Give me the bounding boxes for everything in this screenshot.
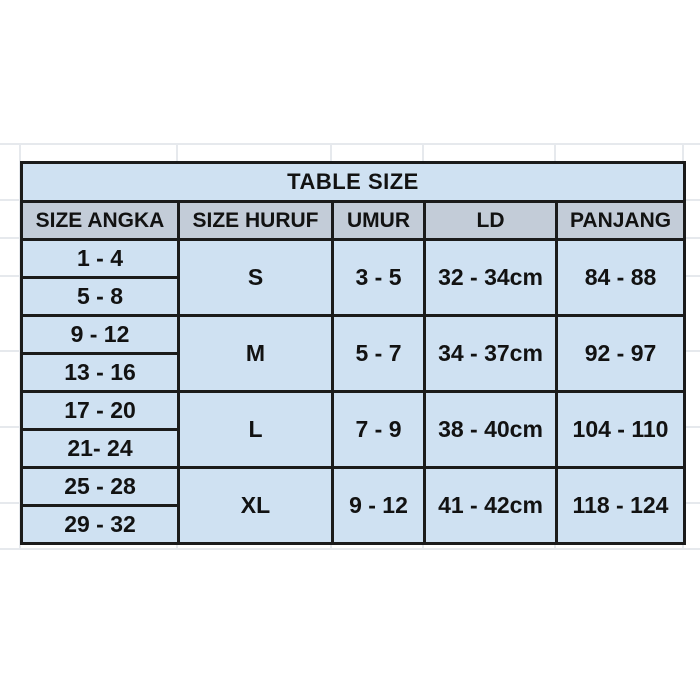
gridline-h	[0, 548, 700, 550]
size-huruf-cell: M	[179, 316, 333, 392]
column-header-panjang: PANJANG	[557, 202, 685, 240]
size-angka-cell: 1 - 4	[22, 240, 179, 278]
panjang-cell: 104 - 110	[557, 392, 685, 468]
umur-cell: 5 - 7	[333, 316, 425, 392]
column-header-ld: LD	[425, 202, 557, 240]
size-table	[20, 161, 686, 545]
umur-cell: 3 - 5	[333, 240, 425, 316]
column-header-size-angka: SIZE ANGKA	[22, 202, 179, 240]
umur-cell: 9 - 12	[333, 468, 425, 544]
size-angka-cell: 17 - 20	[22, 392, 179, 430]
size-angka-cell: 5 - 8	[22, 278, 179, 316]
umur-cell: 7 - 9	[333, 392, 425, 468]
table-title: TABLE SIZE	[22, 163, 685, 202]
gridline-h	[0, 143, 700, 145]
panjang-cell: 84 - 88	[557, 240, 685, 316]
size-huruf-cell: XL	[179, 468, 333, 544]
size-angka-cell: 13 - 16	[22, 354, 179, 392]
panjang-cell: 92 - 97	[557, 316, 685, 392]
ld-cell: 32 - 34cm	[425, 240, 557, 316]
size-angka-cell: 25 - 28	[22, 468, 179, 506]
size-huruf-cell: L	[179, 392, 333, 468]
ld-cell: 41 - 42cm	[425, 468, 557, 544]
column-header-size-huruf: SIZE HURUF	[179, 202, 333, 240]
size-angka-cell: 9 - 12	[22, 316, 179, 354]
size-huruf-cell: S	[179, 240, 333, 316]
ld-cell: 34 - 37cm	[425, 316, 557, 392]
size-angka-cell: 21- 24	[22, 430, 179, 468]
ld-cell: 38 - 40cm	[425, 392, 557, 468]
column-header-umur: UMUR	[333, 202, 425, 240]
size-angka-cell: 29 - 32	[22, 506, 179, 544]
panjang-cell: 118 - 124	[557, 468, 685, 544]
